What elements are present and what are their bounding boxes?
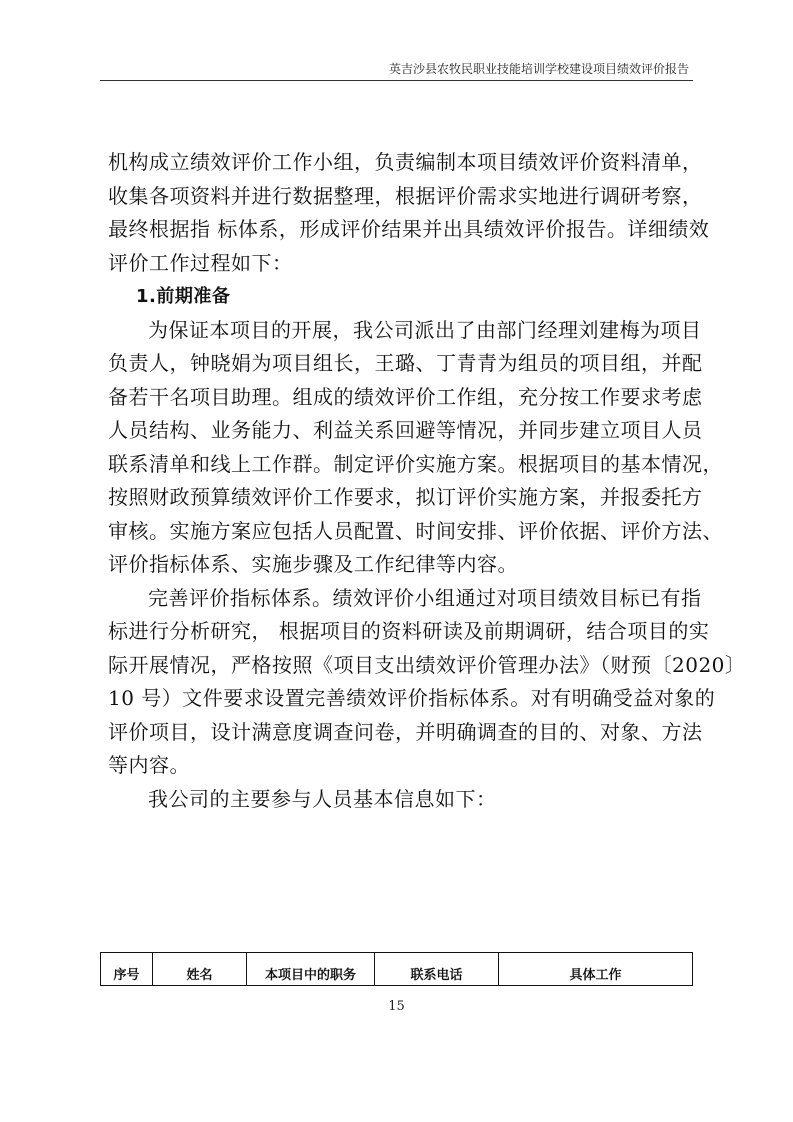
text-line: 人员结构、业务能力、利益关系回避等情况，并同步建立项目人员 [108,418,703,442]
text-line: 我公司的主要参与人员基本信息如下： [148,786,497,811]
personnel-table-header [100,952,693,986]
section-heading: 1.前期准备 [136,286,231,307]
text-line: 10 号）文件要求设置完善绩效评价指标体系。对有明确受益对象的 [108,686,716,710]
paragraph-1 [108,146,710,280]
text-line: 标进行分析研究， 根据项目的资料研读及前期调研，结合项目的实 [108,619,710,643]
text-line: 为保证本项目的开展，我公司派出了由部门经理刘建梅为项目 [148,317,702,342]
header-title: 英吉沙县农牧民职业技能培训学校建设项目绩效评价报告 [388,62,689,76]
text-line: 评价项目，设计满意度调查问卷，并明确调查的目的、对象、方法 [108,719,703,744]
text-line: 负责人，钟晓娟为项目组长，王璐、丁青青为组员的项目组，并配 [108,351,703,375]
page-header [100,58,693,81]
text-line: 评价工作过程如下： [108,250,293,275]
header-cell-name: 姓名 [153,953,247,985]
header-cell-work: 具体工作 [569,968,622,983]
text-line: 评价指标体系、实施步骤及工作纪律等内容。 [108,552,518,576]
text-line: 完善评价指标体系。绩效评价小组通过对项目绩效目标已有指 [148,585,702,610]
paragraph-3 [108,582,746,783]
header-cell-index: 序号 [101,953,153,985]
text-line: 备若干名项目助理。组成的绩效评价工作组，充分按工作要求考虑 [108,384,703,409]
page-number: 15 [388,999,405,1014]
text-line: 等内容。 [108,753,190,777]
text-line: 最终根据指 标体系，形成评价结果并出具绩效评价报告。详细绩效 [108,217,710,241]
text-line: 机构成立绩效评价工作小组，负责编制本项目绩效评价资料清单， [108,150,703,174]
header-cell-phone: 联系电话 [375,953,499,985]
header-cell-role: 本项目中的职务 [247,953,375,985]
text-line: 收集各项资料并进行数据整理，根据评价需求实地进行调研考察， [108,183,703,208]
text-line: 审核。实施方案应包括人员配置、时间安排、评价依据、评价方法、 [108,518,723,543]
text-line: 联系清单和线上工作群。制定评价实施方案。根据项目的基本情况， [108,451,723,476]
paragraph-4 [108,783,696,817]
text-line: 按照财政预算绩效评价工作要求，拟订评价实施方案，并报委托方 [108,485,703,509]
text-line: 际开展情况，严格按照《项目支出绩效评价管理办法》（财预〔2020〕 [108,652,746,677]
document-body [108,146,746,816]
paragraph-2 [108,314,723,582]
